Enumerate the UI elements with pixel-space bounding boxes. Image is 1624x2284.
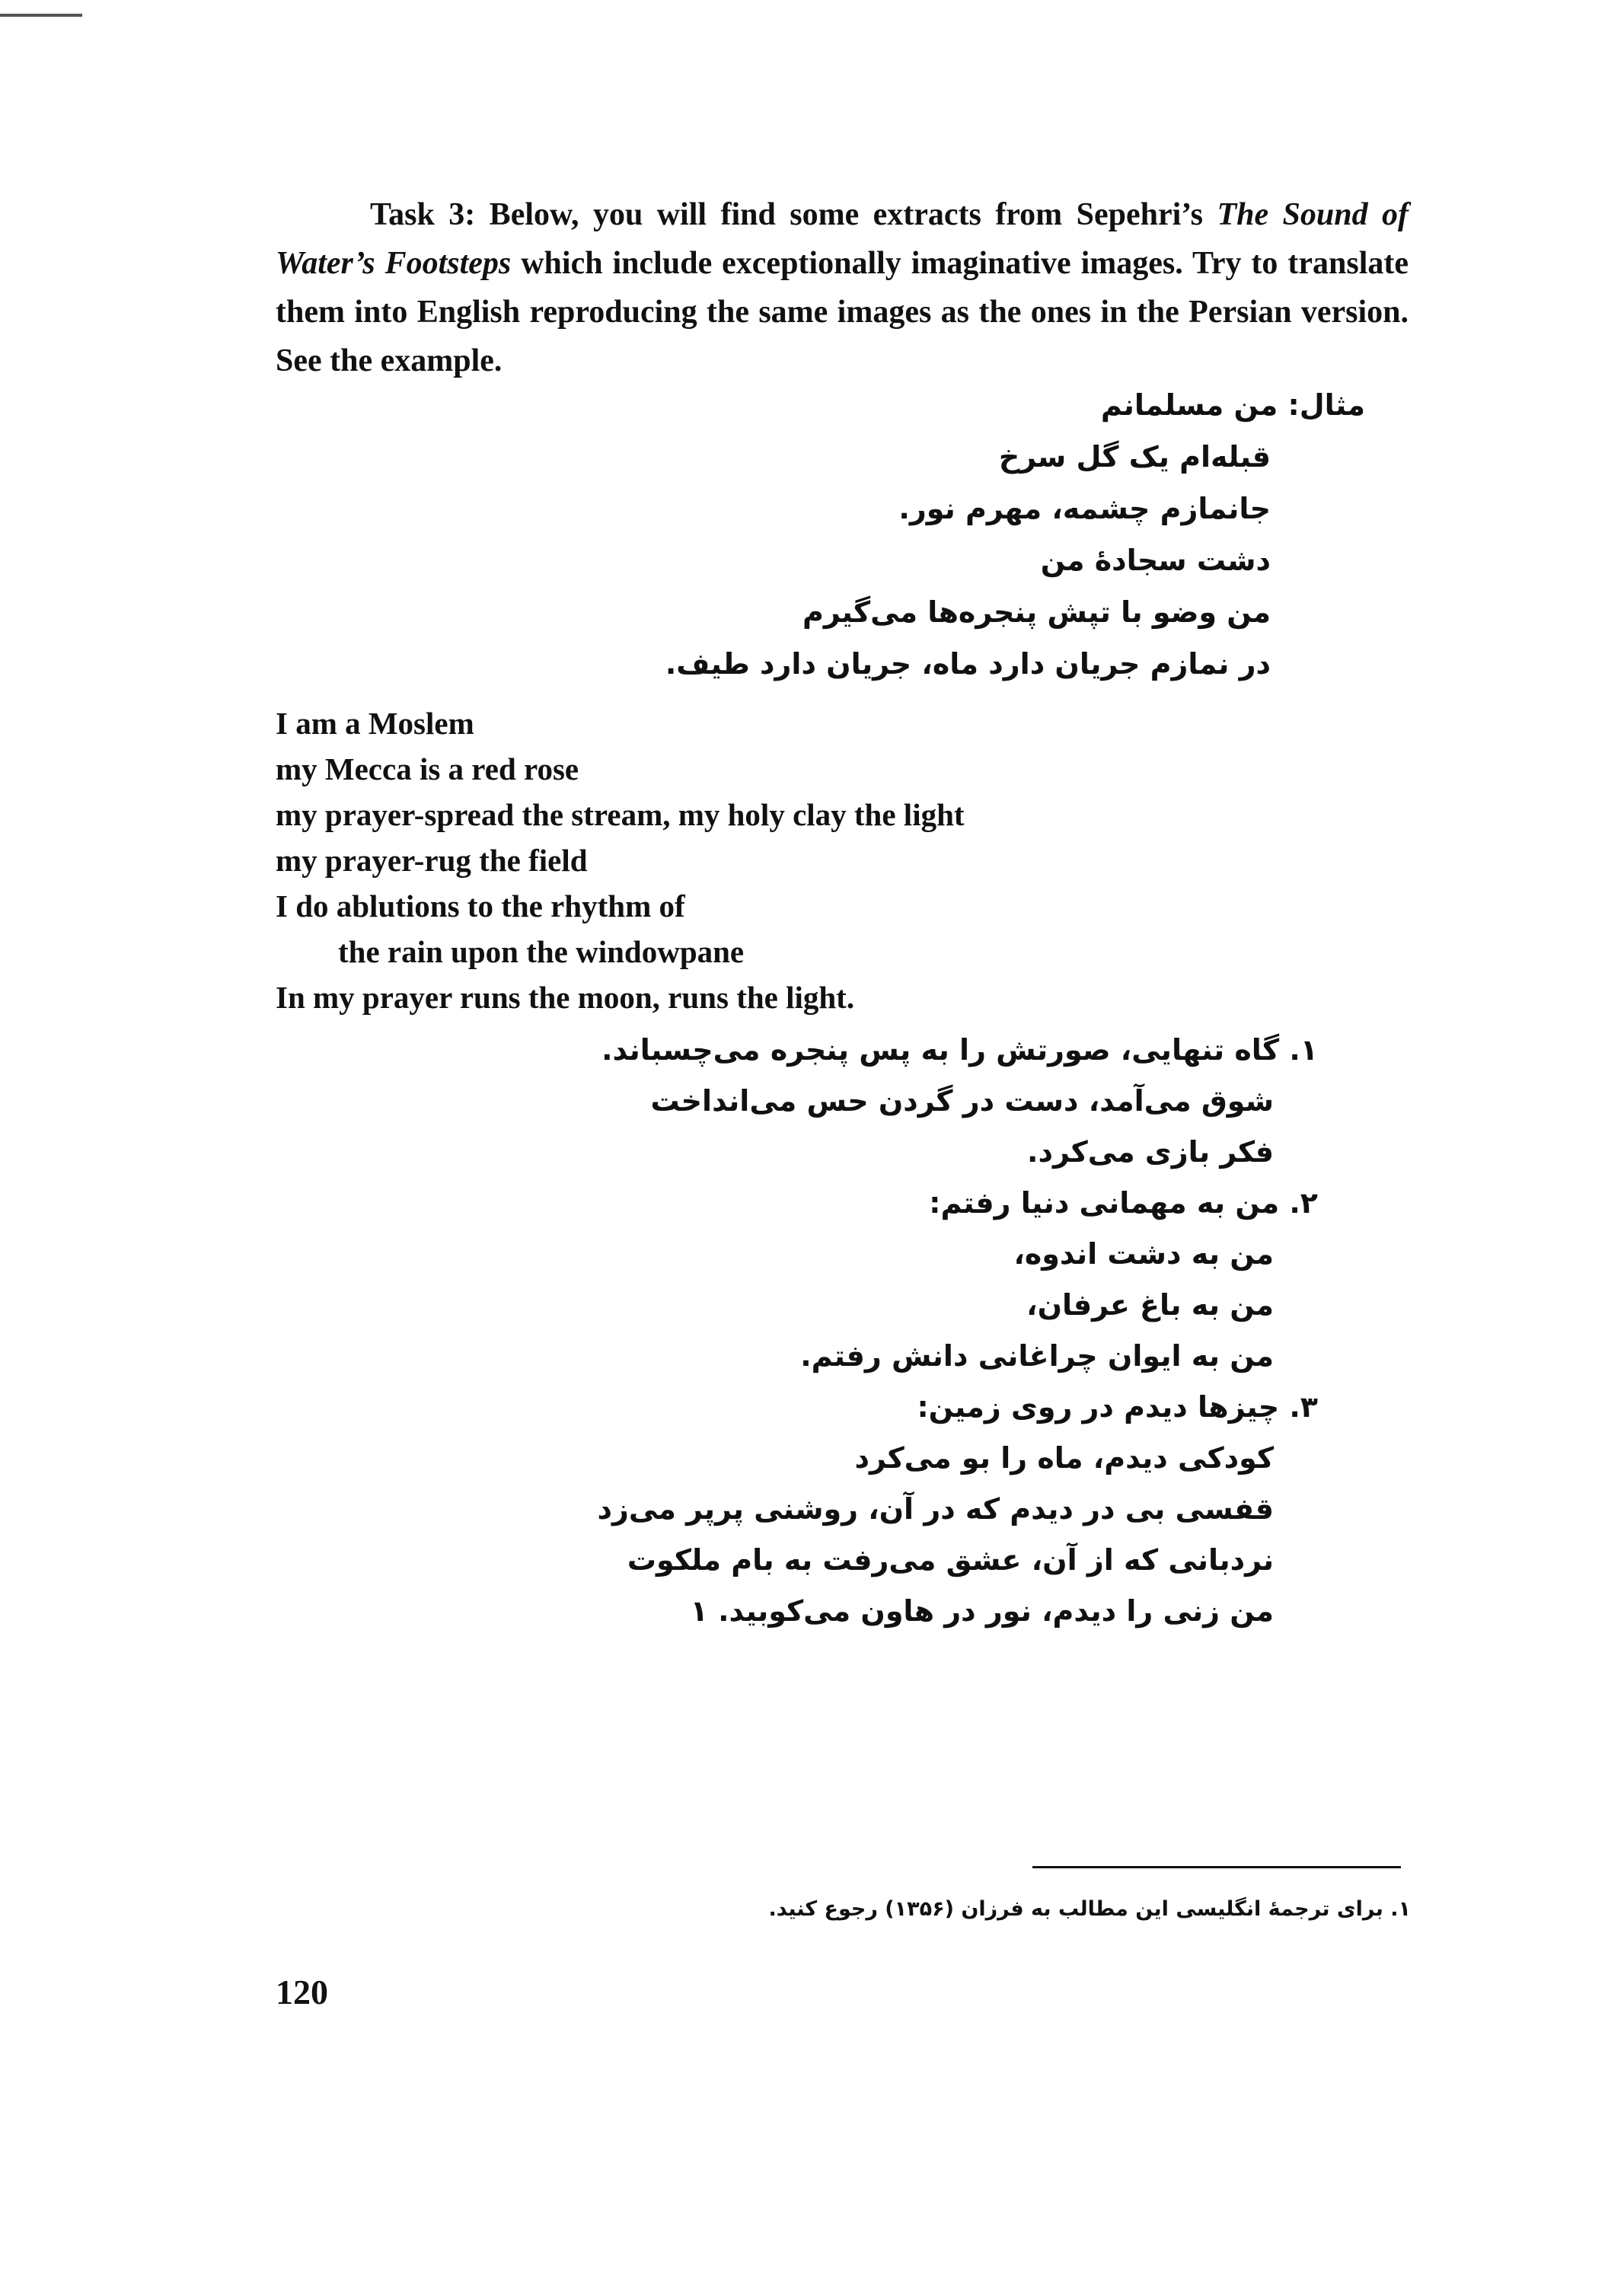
english-line: my prayer-rug the field — [276, 843, 588, 878]
persian-example-line: من وضو با تپش پنجره‌ها می‌گیرم — [802, 595, 1271, 629]
page-number: 120 — [276, 1973, 328, 2011]
persian-example-line: قبله‌ام یک گل سرخ — [998, 440, 1271, 474]
extract-line: من زنی را دیدم، نور در هاون می‌کوبید. ۱ — [690, 1594, 1274, 1628]
extract-line: فکر بازی می‌کرد. — [1027, 1135, 1274, 1169]
extract-line: کودکی دیدم، ماه را بو می‌کرد — [854, 1441, 1274, 1475]
english-translation — [276, 700, 965, 1020]
extract-line: ۱. گاه تنهایی، صورتش را به پس پنجره می‌چسباند. — [601, 1033, 1318, 1067]
english-line: the rain upon the windowpane — [338, 934, 745, 969]
persian-example-line: جانمازم چشمه، مهرم نور. — [898, 492, 1271, 525]
english-line: I do ablutions to the rhythm of — [276, 888, 685, 923]
extract-line: قفسی بی در دیدم که در آن، روشنی پرپر می‌زد — [597, 1492, 1274, 1526]
persian-example-line: دشت سجادهٔ من — [1040, 544, 1271, 577]
persian-example-line: در نمازم جریان دارد ماه، جریان دارد طیف. — [665, 647, 1271, 681]
top-edge-rule — [0, 14, 82, 17]
task-prefix: Task 3: Below, you will find some extracts from Sepehri’s — [370, 197, 1217, 232]
english-line: I am a Moslem — [276, 706, 474, 741]
persian-extracts — [436, 1025, 1318, 1637]
extract-line: من به ایوان چراغانی دانش رفتم. — [800, 1339, 1274, 1373]
english-line: my Mecca is a red rose — [276, 751, 579, 786]
extract-line: ۳. چیزها دیدم در روی زمین: — [917, 1390, 1318, 1424]
extract-line: من به دشت اندوه، — [1013, 1237, 1274, 1271]
task-suffix: which include exceptionally imaginative images. Try to translate them into English reproducing the same images as the ones in the Persian version. See the example. — [276, 246, 1409, 378]
extract-line: نردبانی که از آن، عشق می‌رفت به بام ملکوت — [627, 1543, 1274, 1577]
english-line: In my prayer runs the moon, runs the light. — [276, 980, 855, 1015]
extract-line: من به باغ عرفان، — [1026, 1288, 1274, 1322]
english-line: my prayer-spread the stream, my holy clay the light — [276, 797, 965, 832]
book-title: The Sound of Water’s Footsteps — [276, 197, 1409, 281]
persian-example-poem — [585, 379, 1365, 690]
persian-example-line: مثال: من مسلمانم — [1100, 388, 1365, 422]
extract-line: ۲. من به مهمانی دنیا رفتم: — [929, 1186, 1318, 1220]
footnote: ۱. برای ترجمهٔ انگلیسی این مطالب به فرزان (۱۳۵۶) رجوع کنید. — [768, 1897, 1411, 1921]
footnote-divider — [1032, 1866, 1401, 1868]
task-instruction — [276, 190, 1409, 385]
extract-line: شوق می‌آمد، دست در گردن حس می‌انداخت — [650, 1084, 1274, 1118]
